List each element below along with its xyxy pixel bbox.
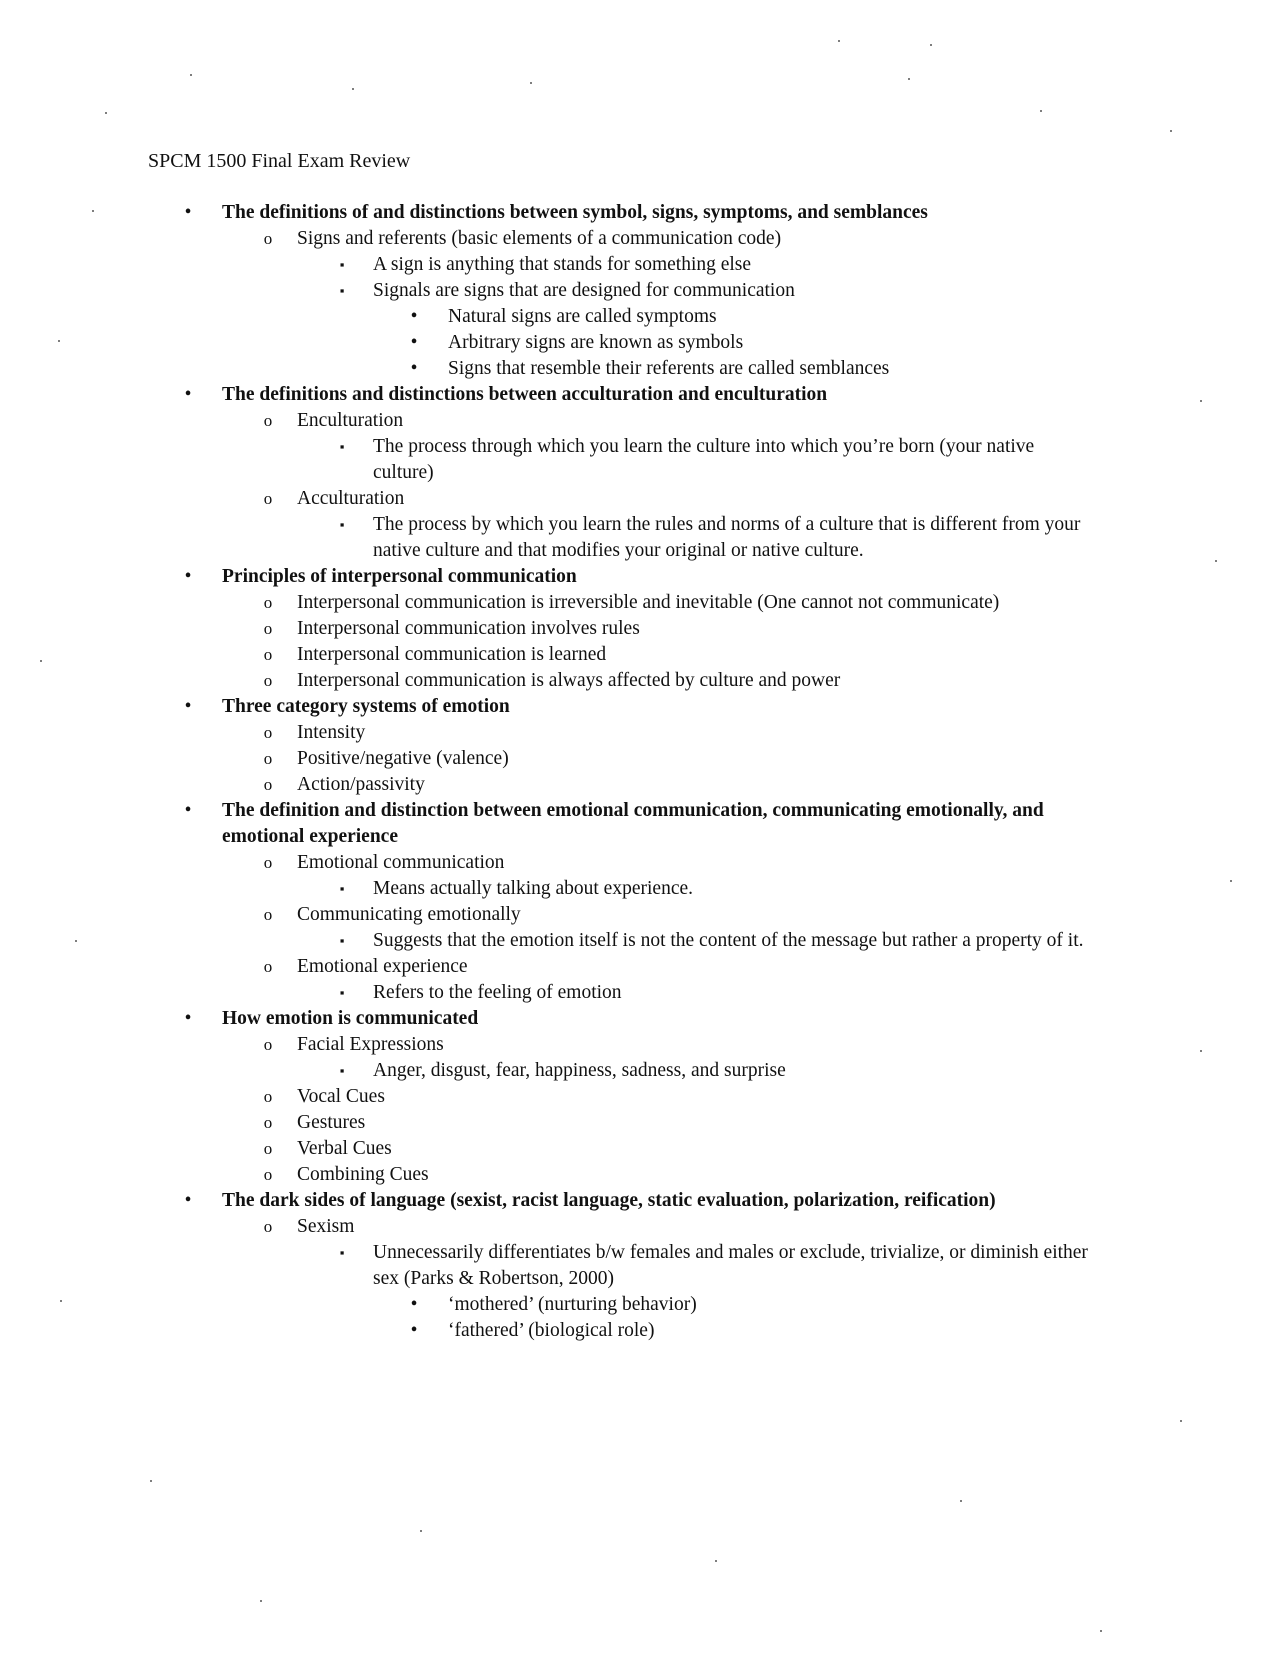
list-item <box>0 668 1087 694</box>
circle-marker: o <box>263 1165 273 1184</box>
circle-marker: o <box>263 1035 273 1054</box>
circle-marker: o <box>263 723 273 742</box>
page-title: SPCM 1500 Final Exam Review <box>148 150 411 172</box>
circle-marker: o <box>263 775 273 794</box>
bullet-marker: • <box>410 332 418 353</box>
list-item <box>0 876 1093 902</box>
circle-marker: o <box>263 593 273 612</box>
list-item <box>0 772 1087 798</box>
list-item <box>0 1032 1087 1058</box>
square-marker: ▪ <box>339 985 345 1000</box>
bullet-marker: • <box>184 1190 192 1211</box>
bullet-marker: • <box>184 1008 192 1029</box>
list-item <box>0 434 1093 486</box>
section-heading-text: The dark sides of language (sexist, racist language, static evaluation, polarization, reification) <box>222 1190 996 1211</box>
list-item-text: Natural signs are called symptoms <box>448 306 717 327</box>
bullet-marker: • <box>184 566 192 587</box>
list-item-text: Signals are signs that are designed for communication <box>373 280 795 301</box>
scan-speck <box>75 940 77 942</box>
list-item <box>0 486 1087 512</box>
circle-marker: o <box>263 489 273 508</box>
section-heading-text: The definitions of and distinctions between symbol, signs, symptoms, and semblances <box>222 202 928 223</box>
list-item-text: Emotional communication <box>297 852 505 873</box>
square-marker: ▪ <box>339 1063 345 1078</box>
section-heading-text: Three category systems of emotion <box>222 696 510 717</box>
bullet-marker: • <box>184 202 192 223</box>
scan-speck <box>1215 560 1217 562</box>
list-item-text: Facial Expressions <box>297 1034 444 1055</box>
scan-speck <box>420 1530 422 1532</box>
list-item-text: Action/passivity <box>297 774 425 795</box>
list-item <box>0 1136 1087 1162</box>
list-item-text: Anger, disgust, fear, happiness, sadness, and surprise <box>373 1060 786 1081</box>
list-item-text: Sexism <box>297 1216 355 1237</box>
list-item-text: Acculturation <box>297 488 405 509</box>
scan-speck <box>715 1560 717 1562</box>
list-item-text: Refers to the feeling of emotion <box>373 982 622 1003</box>
circle-marker: o <box>263 645 273 664</box>
section-heading-text: Principles of interpersonal communication <box>222 566 577 587</box>
scan-speck <box>60 1300 62 1302</box>
section-heading <box>0 1006 1092 1032</box>
list-item-text: Verbal Cues <box>297 1138 392 1159</box>
list-item-text: Unnecessarily differentiates b/w females and males or exclude, trivialize, or diminish either sex (Parks & Robertson, 2000) <box>373 1242 1088 1289</box>
circle-marker: o <box>263 229 273 248</box>
list-item <box>0 954 1087 980</box>
list-item-text: Interpersonal communication involves rules <box>297 618 640 639</box>
list-item-text: Means actually talking about experience. <box>373 878 693 899</box>
list-item-text: Gestures <box>297 1112 366 1133</box>
list-item <box>0 304 1088 330</box>
bullet-marker: • <box>410 1294 418 1315</box>
section-heading-text: The definitions and distinctions between acculturation and enculturation <box>222 384 828 405</box>
list-item <box>0 1240 1093 1292</box>
list-item-text: A sign is anything that stands for something else <box>373 254 752 275</box>
scan-speck <box>838 40 840 42</box>
scan-speck <box>1230 880 1232 882</box>
list-item <box>0 616 1087 642</box>
scan-speck <box>530 82 532 84</box>
square-marker: ▪ <box>339 1245 345 1260</box>
section-heading <box>0 1188 1092 1214</box>
section-heading <box>0 798 1092 850</box>
list-item-text: ‘fathered’ (biological role) <box>448 1320 655 1341</box>
list-item <box>0 720 1087 746</box>
list-item <box>0 746 1087 772</box>
bullet-marker: • <box>410 1320 418 1341</box>
circle-marker: o <box>263 411 273 430</box>
circle-marker: o <box>263 1087 273 1106</box>
circle-marker: o <box>263 619 273 638</box>
list-item <box>0 1214 1087 1240</box>
list-item <box>0 1058 1093 1084</box>
list-item-text: Vocal Cues <box>297 1086 385 1107</box>
list-item <box>0 1110 1087 1136</box>
scan-speck <box>1180 1420 1182 1422</box>
list-item <box>0 1292 1088 1318</box>
scan-speck <box>92 210 94 212</box>
review-outline <box>0 200 1280 1344</box>
section-heading <box>0 694 1092 720</box>
list-item <box>0 642 1087 668</box>
list-item <box>0 902 1087 928</box>
circle-marker: o <box>263 1113 273 1132</box>
list-item <box>0 980 1093 1006</box>
square-marker: ▪ <box>339 283 345 298</box>
list-item-text: Interpersonal communication is learned <box>297 644 607 665</box>
list-item-text: Positive/negative (valence) <box>297 748 509 769</box>
circle-marker: o <box>263 749 273 768</box>
list-item-text: Interpersonal communication is irreversible and inevitable (One cannot not communicate) <box>297 592 1000 613</box>
scan-speck <box>1100 1630 1102 1632</box>
scan-speck <box>908 78 910 80</box>
list-item-text: Interpersonal communication is always affected by culture and power <box>297 670 841 691</box>
scan-speck <box>58 340 60 342</box>
scan-speck <box>352 88 354 90</box>
scan-speck <box>1040 110 1042 112</box>
list-item-text: Combining Cues <box>297 1164 429 1185</box>
list-item <box>0 252 1093 278</box>
list-item-text: Enculturation <box>297 410 404 431</box>
scan-speck <box>930 44 932 46</box>
scan-speck <box>960 1500 962 1502</box>
square-marker: ▪ <box>339 933 345 948</box>
list-item-text: ‘mothered’ (nurturing behavior) <box>448 1294 697 1315</box>
list-item-text: Arbitrary signs are known as symbols <box>448 332 744 353</box>
section-heading-text: How emotion is communicated <box>222 1008 479 1029</box>
list-item-text: Signs and referents (basic elements of a communication code) <box>297 228 782 249</box>
section-heading-text: The definition and distinction between emotional communication, communicating emotionally, and emotional experience <box>222 800 1044 847</box>
square-marker: ▪ <box>339 881 345 896</box>
circle-marker: o <box>263 853 273 872</box>
section-heading <box>0 564 1092 590</box>
list-item-text: Emotional experience <box>297 956 468 977</box>
scan-speck <box>190 74 192 76</box>
list-item-text: Communicating emotionally <box>297 904 521 925</box>
list-item <box>0 356 1088 382</box>
list-item-text: The process through which you learn the culture into which you’re born (your native culture) <box>373 436 1035 483</box>
list-item <box>0 512 1093 564</box>
bullet-marker: • <box>410 306 418 327</box>
list-item <box>0 330 1088 356</box>
list-item-text: Intensity <box>297 722 366 743</box>
square-marker: ▪ <box>339 257 345 272</box>
bullet-marker: • <box>184 696 192 717</box>
bullet-marker: • <box>184 800 192 821</box>
list-item <box>0 928 1093 954</box>
list-item-text: Suggests that the emotion itself is not the content of the message but rather a property of it. <box>373 930 1084 951</box>
scan-speck <box>105 112 107 114</box>
circle-marker: o <box>263 905 273 924</box>
circle-marker: o <box>263 957 273 976</box>
list-item <box>0 1162 1087 1188</box>
list-item <box>0 590 1087 616</box>
circle-marker: o <box>263 1139 273 1158</box>
list-item <box>0 226 1087 252</box>
list-item <box>0 408 1087 434</box>
list-item <box>0 278 1093 304</box>
list-item <box>0 1318 1088 1344</box>
circle-marker: o <box>263 1217 273 1236</box>
scan-speck <box>150 1480 152 1482</box>
scan-speck <box>260 1600 262 1602</box>
list-item-text: The process by which you learn the rules and norms of a culture that is different from your native culture and that modifies your original or native culture. <box>373 514 1081 561</box>
square-marker: ▪ <box>339 517 345 532</box>
scan-speck <box>1200 1050 1202 1052</box>
square-marker: ▪ <box>339 439 345 454</box>
circle-marker: o <box>263 671 273 690</box>
scan-speck <box>1200 400 1202 402</box>
list-item <box>0 850 1087 876</box>
scan-speck <box>1170 130 1172 132</box>
scan-speck <box>40 660 42 662</box>
section-heading <box>0 200 1092 226</box>
bullet-marker: • <box>184 384 192 405</box>
section-heading <box>0 382 1092 408</box>
list-item <box>0 1084 1087 1110</box>
bullet-marker: • <box>410 358 418 379</box>
list-item-text: Signs that resemble their referents are called semblances <box>448 358 890 379</box>
